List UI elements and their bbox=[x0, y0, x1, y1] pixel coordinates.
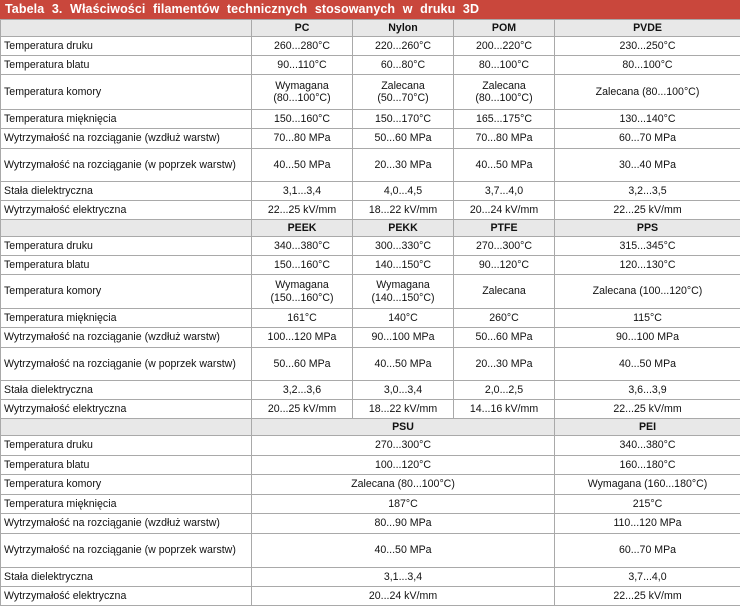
property-value: 50...60 MPa bbox=[252, 348, 353, 381]
material-header: PEKK bbox=[353, 220, 454, 237]
property-label: Wytrzymałość elektryczna bbox=[1, 400, 252, 419]
section-header-row bbox=[1, 419, 740, 436]
property-value: 40...50 MPa bbox=[555, 348, 740, 381]
property-label: Stała dielektryczna bbox=[1, 182, 252, 201]
table-row bbox=[1, 309, 740, 328]
property-value: 80...100°C bbox=[454, 56, 555, 75]
property-value: Zalecana (80...100°C) bbox=[252, 475, 555, 495]
material-header: PVDE bbox=[555, 20, 740, 37]
property-value: 40...50 MPa bbox=[454, 149, 555, 182]
property-value: 90...100 MPa bbox=[555, 328, 740, 348]
property-value: 230...250°C bbox=[555, 37, 740, 56]
property-value: 40...50 MPa bbox=[353, 348, 454, 381]
property-value: 80...100°C bbox=[555, 56, 740, 75]
property-value: 20...25 kV/mm bbox=[252, 400, 353, 419]
property-value: 215°C bbox=[555, 495, 740, 514]
material-header: PPS bbox=[555, 220, 740, 237]
property-value: 161°C bbox=[252, 309, 353, 328]
table-title: Tabela 3. Właściwości filamentów technicznych stosowanych w druku 3D bbox=[0, 0, 740, 19]
property-value: 50...60 MPa bbox=[353, 129, 454, 149]
property-value: 60...80°C bbox=[353, 56, 454, 75]
property-label: Temperatura komory bbox=[1, 475, 252, 495]
table-row bbox=[1, 328, 740, 348]
property-value: 40...50 MPa bbox=[252, 149, 353, 182]
property-value: Wymagana (160...180°C) bbox=[555, 475, 740, 495]
property-value: 14...16 kV/mm bbox=[454, 400, 555, 419]
property-value: 150...160°C bbox=[252, 256, 353, 275]
property-value: 2,0...2,5 bbox=[454, 381, 555, 400]
property-value: 3,7...4,0 bbox=[454, 182, 555, 201]
filament-properties-table bbox=[0, 19, 740, 606]
property-value: 115°C bbox=[555, 309, 740, 328]
property-label: Wytrzymałość na rozciąganie (w poprzek warstw) bbox=[1, 534, 252, 568]
material-header: PSU bbox=[252, 419, 555, 436]
property-value: 3,6...3,9 bbox=[555, 381, 740, 400]
property-value: 315...345°C bbox=[555, 237, 740, 256]
property-value: 20...24 kV/mm bbox=[252, 587, 555, 606]
property-value: 22...25 kV/mm bbox=[555, 400, 740, 419]
material-header: Nylon bbox=[353, 20, 454, 37]
table-row bbox=[1, 495, 740, 514]
property-value: 90...110°C bbox=[252, 56, 353, 75]
table-row bbox=[1, 149, 740, 182]
material-header: PEEK bbox=[252, 220, 353, 237]
property-value: 300...330°C bbox=[353, 237, 454, 256]
property-value: 18...22 kV/mm bbox=[353, 201, 454, 220]
property-value: Wymagana (140...150°C) bbox=[353, 275, 454, 309]
material-header: PC bbox=[252, 20, 353, 37]
property-value: 4,0...4,5 bbox=[353, 182, 454, 201]
table-row bbox=[1, 201, 740, 220]
property-label: Temperatura druku bbox=[1, 436, 252, 456]
table-row bbox=[1, 75, 740, 110]
property-value: 60...70 MPa bbox=[555, 534, 740, 568]
property-value: 340...380°C bbox=[252, 237, 353, 256]
property-value: 90...100 MPa bbox=[353, 328, 454, 348]
property-value: 140...150°C bbox=[353, 256, 454, 275]
property-value: 80...90 MPa bbox=[252, 514, 555, 534]
property-value: Zalecana bbox=[454, 275, 555, 309]
property-label: Temperatura mięknięcia bbox=[1, 495, 252, 514]
property-value: 22...25 kV/mm bbox=[555, 587, 740, 606]
property-value: 110...120 MPa bbox=[555, 514, 740, 534]
property-value: 50...60 MPa bbox=[454, 328, 555, 348]
property-value: 22...25 kV/mm bbox=[555, 201, 740, 220]
property-value: 3,0...3,4 bbox=[353, 381, 454, 400]
property-label: Stała dielektryczna bbox=[1, 568, 252, 587]
property-value: 270...300°C bbox=[454, 237, 555, 256]
property-label: Temperatura komory bbox=[1, 75, 252, 110]
table-row bbox=[1, 37, 740, 56]
property-value: 3,1...3,4 bbox=[252, 182, 353, 201]
property-label: Temperatura komory bbox=[1, 275, 252, 309]
property-value: 150...160°C bbox=[252, 110, 353, 129]
table-row bbox=[1, 275, 740, 309]
table-row bbox=[1, 381, 740, 400]
table-row bbox=[1, 256, 740, 275]
table-row bbox=[1, 237, 740, 256]
property-value: 187°C bbox=[252, 495, 555, 514]
table-row bbox=[1, 534, 740, 568]
property-value: 30...40 MPa bbox=[555, 149, 740, 182]
property-label: Temperatura druku bbox=[1, 237, 252, 256]
property-value: 160...180°C bbox=[555, 456, 740, 475]
table-row bbox=[1, 56, 740, 75]
property-value: 3,1...3,4 bbox=[252, 568, 555, 587]
table-row bbox=[1, 110, 740, 129]
header-blank-cell bbox=[1, 419, 252, 436]
property-value: 70...80 MPa bbox=[454, 129, 555, 149]
property-value: 18...22 kV/mm bbox=[353, 400, 454, 419]
property-value: Zalecana (80...100°C) bbox=[454, 75, 555, 110]
property-label: Temperatura mięknięcia bbox=[1, 110, 252, 129]
property-value: 3,2...3,6 bbox=[252, 381, 353, 400]
property-value: 120...130°C bbox=[555, 256, 740, 275]
table-row bbox=[1, 129, 740, 149]
property-value: Wymagana (80...100°C) bbox=[252, 75, 353, 110]
property-value: 3,2...3,5 bbox=[555, 182, 740, 201]
property-label: Stała dielektryczna bbox=[1, 381, 252, 400]
property-value: 20...30 MPa bbox=[353, 149, 454, 182]
property-label: Wytrzymałość na rozciąganie (wzdłuż warstw) bbox=[1, 514, 252, 534]
property-value: Wymagana (150...160°C) bbox=[252, 275, 353, 309]
section-header-row bbox=[1, 220, 740, 237]
property-label: Temperatura druku bbox=[1, 37, 252, 56]
section-header-row bbox=[1, 20, 740, 37]
table-row bbox=[1, 456, 740, 475]
table-row bbox=[1, 348, 740, 381]
property-label: Wytrzymałość elektryczna bbox=[1, 587, 252, 606]
table-row bbox=[1, 436, 740, 456]
property-value: 270...300°C bbox=[252, 436, 555, 456]
property-value: 260°C bbox=[454, 309, 555, 328]
material-header: POM bbox=[454, 20, 555, 37]
property-value: 20...24 kV/mm bbox=[454, 201, 555, 220]
property-label: Wytrzymałość na rozciąganie (w poprzek warstw) bbox=[1, 149, 252, 182]
property-value: 3,7...4,0 bbox=[555, 568, 740, 587]
property-label: Wytrzymałość na rozciąganie (w poprzek warstw) bbox=[1, 348, 252, 381]
property-value: 165...175°C bbox=[454, 110, 555, 129]
property-value: 340...380°C bbox=[555, 436, 740, 456]
property-value: 70...80 MPa bbox=[252, 129, 353, 149]
property-value: Zalecana (50...70°C) bbox=[353, 75, 454, 110]
property-value: 60...70 MPa bbox=[555, 129, 740, 149]
property-value: Zalecana (80...100°C) bbox=[555, 75, 740, 110]
property-value: 40...50 MPa bbox=[252, 534, 555, 568]
property-value: 100...120 MPa bbox=[252, 328, 353, 348]
table-row bbox=[1, 587, 740, 606]
property-value: 22...25 kV/mm bbox=[252, 201, 353, 220]
table-row bbox=[1, 182, 740, 201]
property-label: Wytrzymałość elektryczna bbox=[1, 201, 252, 220]
property-value: 90...120°C bbox=[454, 256, 555, 275]
property-value: 20...30 MPa bbox=[454, 348, 555, 381]
property-value: 140°C bbox=[353, 309, 454, 328]
table-body bbox=[1, 20, 740, 606]
property-label: Temperatura blatu bbox=[1, 256, 252, 275]
property-label: Temperatura mięknięcia bbox=[1, 309, 252, 328]
material-header: PTFE bbox=[454, 220, 555, 237]
property-label: Wytrzymałość na rozciąganie (wzdłuż warstw) bbox=[1, 328, 252, 348]
header-blank-cell bbox=[1, 220, 252, 237]
table-row bbox=[1, 475, 740, 495]
property-value: 200...220°C bbox=[454, 37, 555, 56]
property-value: 260...280°C bbox=[252, 37, 353, 56]
table-row bbox=[1, 514, 740, 534]
material-header: PEI bbox=[555, 419, 740, 436]
property-label: Wytrzymałość na rozciąganie (wzdłuż warstw) bbox=[1, 129, 252, 149]
property-value: 220...260°C bbox=[353, 37, 454, 56]
table-row bbox=[1, 568, 740, 587]
property-label: Temperatura blatu bbox=[1, 456, 252, 475]
header-blank-cell bbox=[1, 20, 252, 37]
property-label: Temperatura blatu bbox=[1, 56, 252, 75]
property-value: 130...140°C bbox=[555, 110, 740, 129]
property-value: 100...120°C bbox=[252, 456, 555, 475]
table-row bbox=[1, 400, 740, 419]
property-value: 150...170°C bbox=[353, 110, 454, 129]
property-value: Zalecana (100...120°C) bbox=[555, 275, 740, 309]
